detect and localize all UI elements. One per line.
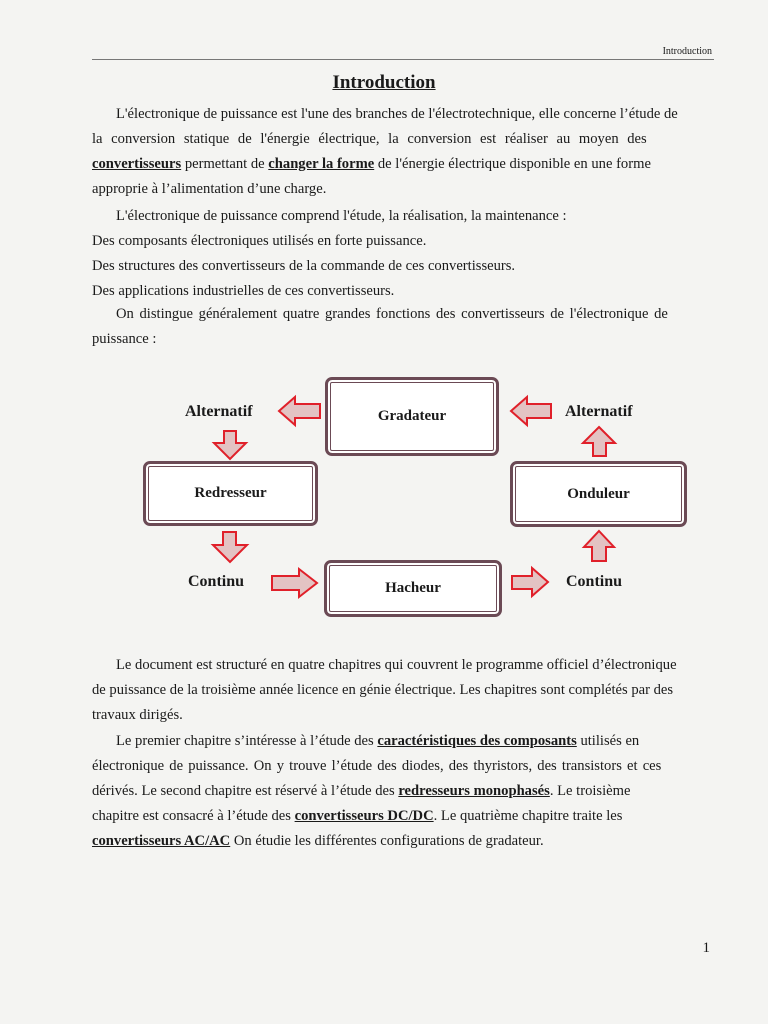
paragraph-line: Le document est structuré en quatre chapitres qui couvrent le programme officiel d’électronique — [116, 657, 677, 673]
text-run: utilisés en — [576, 733, 640, 749]
arrow-down-icon — [213, 532, 247, 562]
header-rule — [92, 59, 714, 60]
paragraph-structure — [92, 653, 713, 728]
arrow-left-icon — [511, 397, 551, 425]
arrow-down-icon — [214, 431, 246, 459]
text-run: chapitre est consacré à l’étude des — [92, 808, 295, 824]
paragraph-line — [92, 829, 713, 854]
term-convertisseurs: convertisseurs — [92, 156, 182, 172]
label-continu-left: Continu — [188, 573, 245, 590]
box-redresseur — [143, 461, 318, 526]
label-alternatif-right: Alternatif — [565, 403, 633, 420]
text-run: permettant de — [181, 156, 269, 172]
paragraph-line: de puissance de la troisième année licence en génie électrique. Les chapitres sont complétés par des — [92, 682, 674, 698]
paragraph-line: électronique de puissance. On y trouve l’étude des diodes, des thyristors, des transistors et ces — [92, 758, 662, 774]
paragraph-line — [92, 804, 713, 829]
arrow-right-icon — [272, 569, 317, 597]
paragraph-intro — [92, 102, 713, 202]
text-run: dérivés. Le second chapitre est réservé à l’étude des — [92, 783, 399, 799]
paragraph-line: On distingue généralement quatre grandes fonctions des convertisseurs de l'électronique de — [116, 306, 668, 322]
paragraph-line — [92, 152, 713, 177]
arrow-up-icon — [583, 427, 615, 456]
arrow-right-icon — [512, 568, 548, 596]
paragraph-line: puissance : — [92, 331, 157, 347]
paragraph-line: L'électronique de puissance est l'une des branches de l'électrotechnique, elle concerne l’étude de — [116, 106, 678, 122]
label-continu-right: Continu — [566, 573, 623, 590]
paragraph-line: approprie à l’alimentation d’une charge. — [92, 181, 327, 197]
paragraph-chapters — [92, 729, 713, 854]
list-item: Des applications industrielles de ces convertisseurs. — [92, 283, 395, 299]
paragraph-line: travaux dirigés. — [92, 707, 183, 723]
box-label: Onduleur — [567, 485, 630, 502]
arrow-left-icon — [279, 397, 320, 425]
paragraph-line: la conversion statique de l'énergie électrique, la conversion est réaliser au moyen des — [92, 131, 647, 147]
running-header: Introduction — [662, 46, 712, 57]
paragraph-line — [92, 729, 713, 754]
box-gradateur — [325, 377, 499, 456]
paragraph-line: L'électronique de puissance comprend l'étude, la réalisation, la maintenance : — [116, 208, 567, 224]
text-run: Le premier chapitre s’intéresse à l’étude des — [116, 733, 378, 749]
term-changer-la-forme: changer la forme — [268, 156, 375, 172]
box-label: Gradateur — [377, 408, 447, 424]
paragraph-line — [92, 779, 713, 804]
box-onduleur — [510, 461, 687, 527]
text-run: On étudie les différentes configurations de gradateur. — [230, 833, 544, 849]
page-title: Introduction — [332, 72, 436, 93]
term-ac-ac: convertisseurs AC/AC — [92, 833, 231, 849]
page-number: 1 — [702, 940, 710, 956]
arrow-up-icon — [584, 531, 614, 561]
paragraph-scope — [92, 204, 713, 304]
box-label: Hacheur — [385, 580, 441, 596]
term-dc-dc: convertisseurs DC/DC — [294, 808, 434, 824]
label-alternatif-left: Alternatif — [185, 403, 253, 420]
paragraph-functions — [92, 302, 713, 352]
text-run: . Le troisième — [549, 783, 631, 799]
list-item: Des composants électroniques utilisés en forte puissance. — [92, 233, 427, 249]
box-hacheur — [324, 560, 502, 617]
list-item: Des structures des convertisseurs de la commande de ces convertisseurs. — [92, 258, 516, 274]
text-run: de l'énergie électrique disponible en une forme — [374, 156, 651, 172]
text-run: . Le quatrième chapitre traite les — [433, 808, 623, 824]
term-caracteristiques: caractéristiques des composants — [377, 733, 577, 749]
term-redresseurs: redresseurs monophasés — [398, 783, 550, 799]
box-label: Redresseur — [194, 485, 267, 501]
